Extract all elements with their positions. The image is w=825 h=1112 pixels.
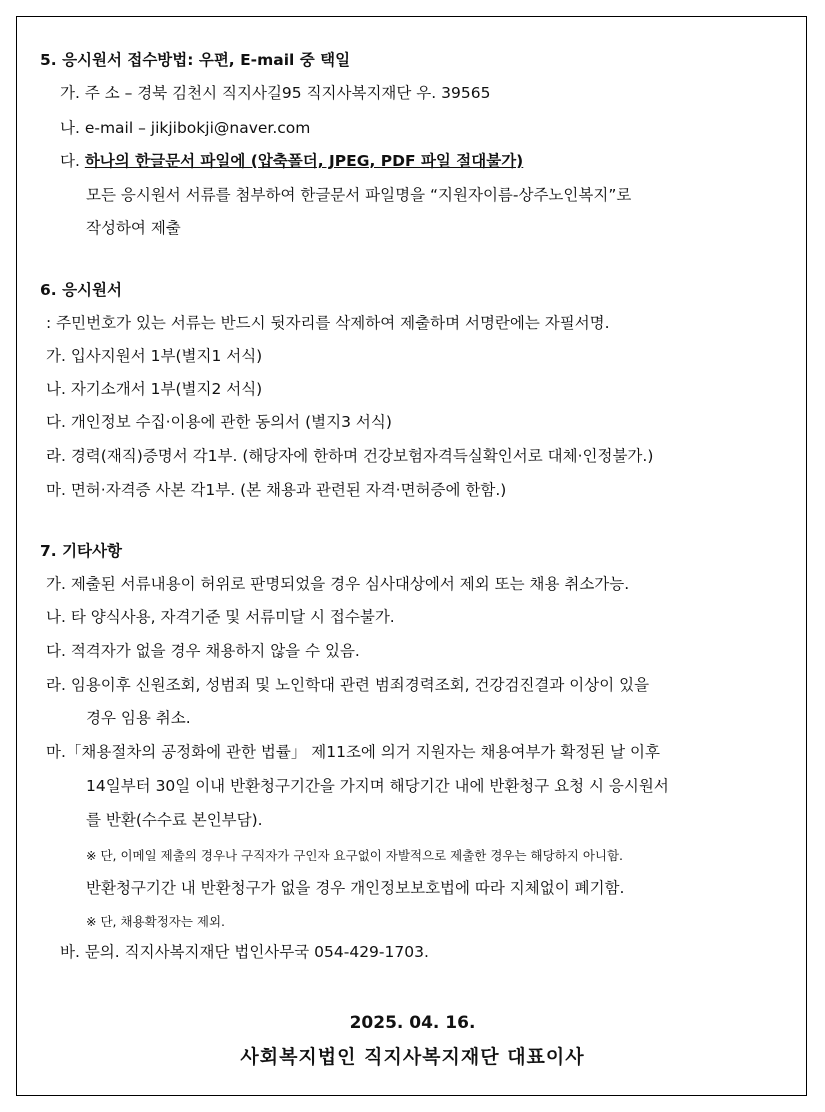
section7-note-email: ※ 단, 이메일 제출의 경우나 구직자가 구인자 요구없이 자발적으로 제출한 경우는 해당하지 아니함. [86, 848, 624, 863]
section7-item-contact: 바. 문의. 직지사복지재단 법인사무국 054-429-1703. [60, 943, 429, 961]
section5-item-file-prefix: 다. [60, 152, 85, 170]
section5-item-file-format [60, 151, 523, 171]
section6-item-self-intro: 나. 자기소개서 1부(별지2 서식) [46, 380, 263, 398]
section6-heading: 6. 응시원서 [40, 281, 122, 299]
section5-item-address: 가. 주 소 – 경북 김천시 직지사길95 직지사복지재단 우. 39565 [60, 84, 491, 102]
section7-item-return-line3: 를 반환(수수료 본인부담). [86, 811, 263, 829]
section6-item-license: 마. 면허·자격증 사본 각1부. (본 채용과 관련된 자격·면허증에 한함.) [46, 481, 507, 499]
section7-heading: 7. 기타사항 [40, 542, 122, 560]
section5-item-file-emphasis: 하나의 한글문서 파일에 (압축폴더, JPEG, PDF 파일 절대불가) [84, 152, 524, 170]
section6-item-consent: 다. 개인정보 수집·이용에 관한 동의서 (별지3 서식) [46, 413, 392, 431]
section6-item-application: 가. 입사지원서 1부(별지1 서식) [46, 347, 263, 365]
section7-item-background-check-line1: 라. 임용이후 신원조회, 성범죄 및 노인학대 관련 범죄경력조회, 건강검진결과 이상이 있을 [46, 676, 650, 694]
section7-item-return-line4: 반환청구기간 내 반환청구가 없을 경우 개인정보보호법에 따라 지체없이 폐기함. [86, 879, 625, 897]
issue-date: 2025. 04. 16. [349, 1013, 476, 1033]
section7-item-no-qualified: 다. 적격자가 없을 경우 채용하지 않을 수 있음. [46, 642, 360, 660]
section7-item-return-line1: 마.「채용절차의 공정화에 관한 법률」 제11조에 의거 지원자는 채용여부가 확정된 날 이후 [46, 743, 661, 761]
section6-intro: : 주민번호가 있는 서류는 반드시 뒷자리를 삭제하여 제출하며 서명란에는 자필서명. [46, 314, 610, 332]
section7-item-return-line2: 14일부터 30일 이내 반환청구기간을 가지며 해당기간 내에 반환청구 요청 시 응시원서 [86, 777, 669, 795]
section7-note-confirmed: ※ 단, 채용확정자는 제외. [86, 914, 226, 929]
issuer-signature: 사회복지법인 직지사복지재단 대표이사 [240, 1046, 585, 1068]
section7-item-background-check-line2: 경우 임용 취소. [86, 709, 191, 727]
section7-item-false-docs: 가. 제출된 서류내용이 허위로 판명되었을 경우 심사대상에서 제외 또는 채용 취소가능. [46, 575, 630, 593]
section6-item-career: 라. 경력(재직)증명서 각1부. (해당자에 한하며 건강보험자격득실확인서로 대체·인정불가.) [46, 447, 654, 465]
section5-item-file-line2: 모든 응시원서 서류를 첨부하여 한글문서 파일명을 “지원자이름-상주노인복지”로 [86, 186, 632, 204]
section5-item-file-line3: 작성하여 제출 [86, 219, 181, 237]
section7-item-other-forms: 나. 타 양식사용, 자격기준 및 서류미달 시 접수불가. [46, 608, 395, 626]
document-border [16, 16, 807, 1096]
section5-item-email: 나. e-mail – jikjibokji@naver.com [60, 119, 311, 137]
section5-heading: 5. 응시원서 접수방법: 우편, E-mail 중 택일 [40, 51, 351, 69]
